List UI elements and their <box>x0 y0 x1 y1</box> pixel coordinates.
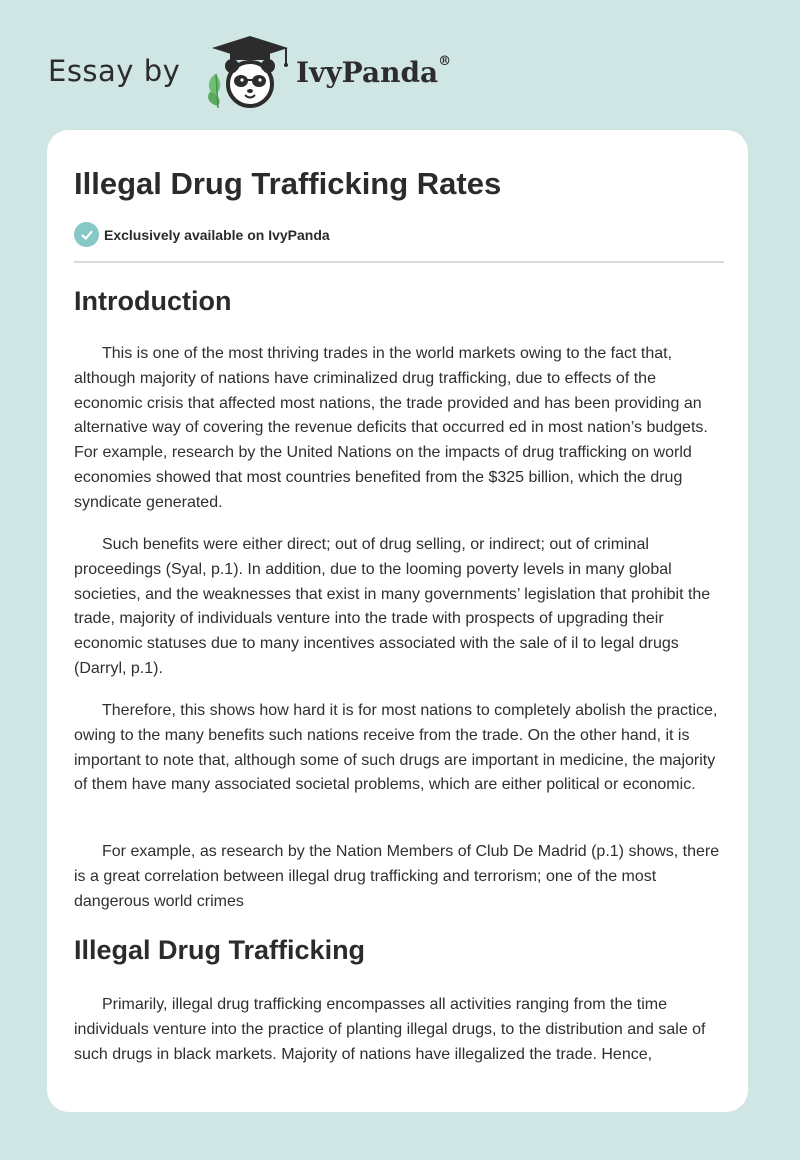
registered-mark: ® <box>438 54 452 69</box>
check-circle-icon <box>74 222 99 247</box>
section-heading-illegal-drug-trafficking: Illegal Drug Trafficking <box>74 935 366 965</box>
essay-by-label: Essay by <box>48 54 181 88</box>
paragraph: For example, as research by the Nation Members of Club De Madrid (p.1) shows, there is a great correlation between illegal drug trafficking and terrorism; one of the most dangerous world crimes <box>74 843 720 910</box>
exclusive-badge <box>74 222 330 247</box>
paragraph: Primarily, illegal drug trafficking encompasses all activities ranging from the time individuals venture into the practice of planting illegal drugs, to the distribution and sale of such drugs in black markets. Majority of nations have illegalized the trade. Hence, <box>74 996 706 1063</box>
paragraph: Therefore, this shows how hard it is for most nations to completely abolish the practice, owing to the many benefits such nations receive from the trade. On the other hand, it is important to note that, although some of such drugs are important in medicine, the majority of them have many associated societal problems, which are either political or economic. <box>74 702 718 794</box>
section-heading-introduction: Introduction <box>74 286 232 316</box>
panda-graduate-logo-icon[interactable] <box>202 34 298 110</box>
essay-title: Illegal Drug Trafficking Rates <box>74 166 502 201</box>
site-header <box>48 34 468 114</box>
paragraph: This is one of the most thriving trades in the world markets owing to the fact that, although majority of nations have criminalized drug trafficking, due to effects of the economic crisis that affected most nations, the trade provided and has been providing an alternative way of covering the revenue deficits that occurred ed in most nation’s budgets. For example, research by the United Nations on the impacts of drug trafficking on world economies showed that most countries benefited from the $325 billion, which the drug syndicate generated. <box>74 345 708 511</box>
exclusive-label: Exclusively available on IvyPanda <box>104 226 330 243</box>
title-divider <box>74 261 724 263</box>
essay-card <box>47 130 748 1112</box>
brand-name[interactable]: IvyPanda® <box>296 54 452 89</box>
paragraph: Such benefits were either direct; out of drug selling, or indirect; out of criminal proceedings (Syal, p.1). In addition, due to the looming poverty levels in many global societies, and the weaknesses that exist in many governments’ legislation that prohibit the trade, majority of individuals venture into the trade with prospects of upgrading their economic statuses due to many incentives associated with the sale of il to legal drugs (Darryl, p.1). <box>74 536 711 677</box>
